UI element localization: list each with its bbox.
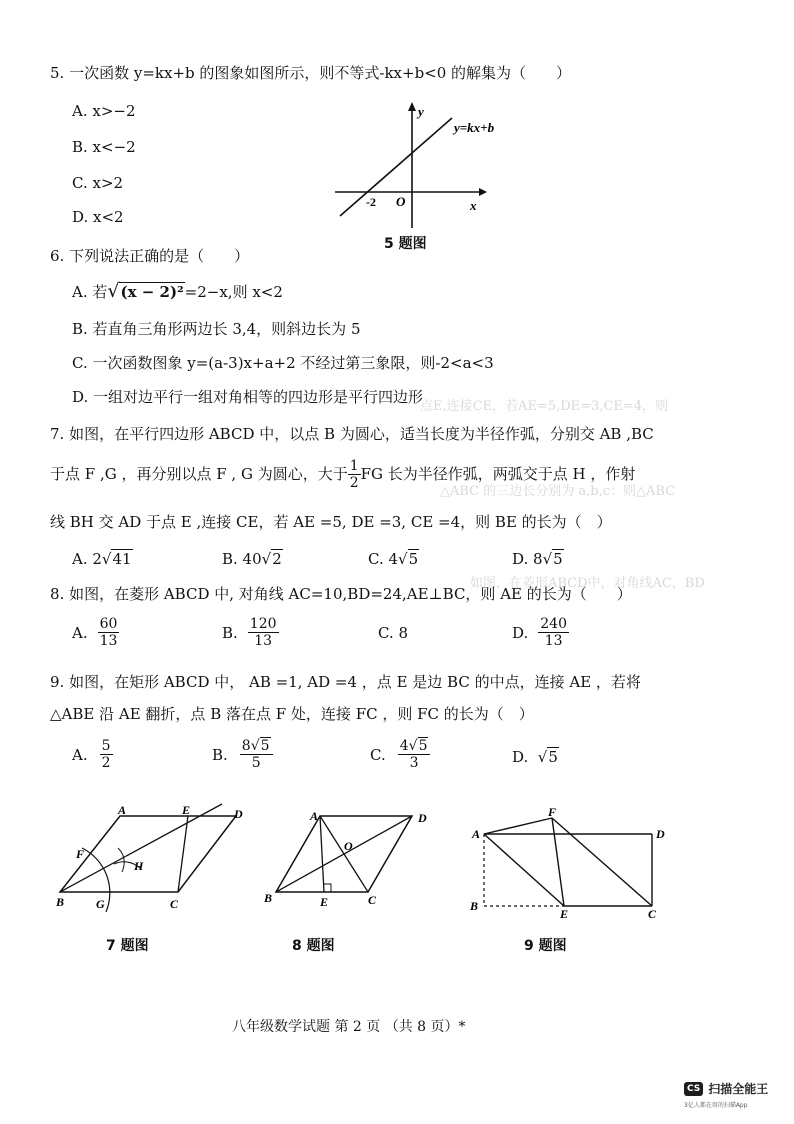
q8-d-num: 240 — [540, 616, 567, 632]
fig9-label-d: D — [656, 827, 665, 841]
page-footer: 八年级数学试题 第 2 页 （共 8 页）* — [232, 1019, 466, 1035]
fig9-label-f: F — [548, 806, 557, 819]
q6-option-b[interactable]: B. 若直角三角形两边长 3,4，则斜边长为 5 — [72, 320, 361, 338]
fig9-segment-af — [484, 818, 552, 834]
sqrt-sign: √ — [261, 550, 272, 568]
q9-b-rad: 5 — [260, 738, 270, 754]
q9-a-label: A. — [72, 745, 88, 764]
q6-a-prefix: A. 若 — [72, 283, 108, 301]
fig8-label-e: E — [320, 895, 329, 909]
q7-line-1: 7. 如图，在平行四边形 ABCD 中，以点 B 为圆心，适当长度为半径作弧，分别交 AB ,BC — [50, 425, 654, 443]
q9-b-den: 5 — [251, 755, 261, 771]
q8-a-num: 60 — [99, 616, 118, 632]
q9-line-1: 9. 如图，在矩形 ABCD 中， AB =1, AD =4 ，点 E 是边 BC 的中点，连接 AE ，若将 — [50, 673, 641, 691]
sqrt-sign: √ — [107, 280, 120, 302]
q9-c-frac — [398, 738, 431, 771]
fig7-label-d: D — [234, 807, 243, 821]
fraction-half — [348, 458, 361, 491]
q5-figure-caption: 5 题图 — [384, 236, 427, 252]
q6-a-radicand: (x − 2)² — [120, 283, 184, 301]
q5-option-c[interactable]: C. x>2 — [72, 174, 124, 192]
fig9-caption: 9 题图 — [524, 938, 567, 954]
q9-b-frac — [240, 738, 273, 771]
q7-option-d[interactable] — [512, 550, 564, 568]
fig9-segment-fe — [552, 818, 564, 906]
fig8-diagonal-bd — [276, 816, 412, 892]
q8-d-label: D. — [512, 623, 529, 642]
fig9-label-b: B — [470, 899, 479, 913]
q7-a-rad: 41 — [112, 550, 132, 568]
watermark-brand: 扫描全能王 — [708, 1082, 769, 1096]
q9-c-rad: 5 — [418, 738, 428, 754]
q8-option-b[interactable] — [222, 616, 279, 649]
watermark-slogan: 3亿人都在用的扫描App — [684, 1102, 748, 1109]
bleed-text-2: △ABC 的三边长分别为 a,b,c：则△ABC — [440, 484, 676, 499]
cs-logo-icon: CS — [684, 1082, 703, 1096]
q9-option-b[interactable] — [212, 738, 273, 771]
q6-option-c[interactable]: C. 一次函数图象 y=(a-3)x+a+2 不经过第三象限，则-2<a<3 — [72, 354, 494, 372]
fig9-label-a: A — [472, 827, 481, 841]
q9-b-label: B. — [212, 745, 228, 764]
q7-b-rad: 2 — [272, 550, 282, 568]
sqrt-sign: √ — [542, 550, 553, 568]
q7-c-rad: 5 — [408, 550, 419, 568]
fig8-label-c: C — [368, 893, 377, 907]
frac-den: 2 — [349, 474, 359, 491]
q5-option-a[interactable]: A. x>−2 — [72, 102, 136, 120]
q8-stem: 8. 如图，在菱形 ABCD 中, 对角线 AC=10,BD=24,AE⊥BC，则 AE 的长为（ ） — [50, 585, 632, 603]
q8-d-den: 13 — [544, 633, 563, 649]
fig7-label-a: A — [118, 803, 127, 817]
q8-option-c[interactable]: C. 8 — [378, 624, 409, 642]
q8-a-label: A. — [72, 623, 88, 642]
q9-option-d[interactable]: D. √5 — [512, 748, 558, 766]
q9-d-label: D. — [512, 748, 529, 766]
q8-b-frac — [248, 616, 279, 649]
q9-b-coef: 8 — [241, 738, 251, 754]
fig7-label-g: G — [96, 897, 105, 911]
sqrt-sign: √ — [101, 550, 112, 568]
fig7-ray-bh — [60, 804, 222, 892]
q8-a-frac — [98, 616, 120, 649]
q9-d-rad: 5 — [548, 748, 558, 766]
fig8-label-o: O — [344, 839, 353, 853]
q6-option-d[interactable]: D. 一组对边平行一组对角相等的四边形是平行四边形 — [72, 388, 424, 406]
q9-option-c[interactable] — [370, 738, 430, 771]
q7-d-rad: 5 — [553, 550, 563, 568]
fig7-label-f: F — [76, 847, 85, 861]
q6-stem: 6. 下列说法正确的是（ ） — [50, 247, 250, 265]
q7-a-coef: A. 2 — [72, 550, 102, 568]
fig8-label-b: B — [264, 891, 273, 905]
q8-b-den: 13 — [254, 633, 273, 649]
bleed-text-1: 点E,连接CE，若AE=5,DE=3,CE=4，则 — [420, 399, 669, 414]
fig8-right-angle — [324, 884, 331, 892]
q7-option-c[interactable] — [368, 550, 419, 568]
fig7 — [50, 802, 273, 922]
fig7-label-h: H — [134, 859, 144, 873]
q7-option-b[interactable] — [222, 550, 283, 568]
q5-stem: 5. 一次函数 y=kx+b 的图象如图所示，则不等式-kx+b<0 的解集为（ ） — [50, 64, 572, 82]
scanner-watermark — [684, 1080, 790, 1109]
q5-option-d[interactable]: D. x<2 — [72, 208, 124, 226]
fig7-parallelogram — [60, 816, 236, 892]
q7-option-a[interactable] — [72, 550, 133, 568]
q5-option-b[interactable]: B. x<−2 — [72, 138, 136, 156]
fig7-caption: 7 题图 — [106, 938, 149, 954]
q9-b-num: 8√5 — [240, 738, 273, 755]
bleed-text-3: 如图，在菱形ABCD中，对角线AC，BD — [470, 576, 705, 591]
q8-option-a[interactable] — [72, 616, 119, 649]
fig8 — [260, 806, 440, 916]
origin-label: O — [396, 194, 406, 209]
fig7-label-b: B — [56, 895, 65, 909]
q7-line-2-pre: 于点 F ,G ，再分别以点 F , G 为圆心，大于 — [50, 465, 348, 483]
q7-line-3: 线 BH 交 AD 于点 E ,连接 CE，若 AE =5, DE =3, CE =4，则 BE 的长为（ ） — [50, 513, 612, 531]
q8-d-frac — [538, 616, 569, 649]
q9-c-coef: 4 — [399, 738, 409, 754]
q7-b-coef: B. 40 — [222, 550, 262, 568]
q9-c-den: 3 — [409, 755, 419, 771]
y-axis-arrow — [408, 102, 416, 111]
x-label: x — [470, 198, 477, 213]
fig9-label-e: E — [560, 907, 569, 921]
q7-d-coef: D. 8 — [512, 550, 543, 568]
tick-label: -2 — [366, 195, 376, 209]
fig9-label-c: C — [648, 907, 657, 921]
q9-a-num: 5 — [101, 738, 111, 754]
q6-a-suffix: =2−x,则 x<2 — [184, 283, 283, 301]
fig8-caption: 8 题图 — [292, 938, 335, 954]
fig9-segment-ae — [484, 834, 564, 906]
q6-option-a[interactable] — [72, 280, 283, 302]
q9-a-frac — [100, 738, 113, 771]
x-axis-arrow — [479, 188, 487, 196]
q8-b-num: 120 — [249, 616, 277, 632]
frac-num: 1 — [349, 457, 359, 474]
q7-line-2-post: FG 长为半径作弧，两弧交于点 H ，作射 — [360, 465, 636, 483]
q9-option-a[interactable] — [72, 738, 113, 771]
q9-a-den: 2 — [101, 755, 111, 771]
sqrt-sign: √ — [398, 550, 408, 568]
fig8-altitude-ae — [320, 816, 324, 892]
q7-c-coef: C. 4 — [368, 550, 399, 568]
fig7-label-c: C — [170, 897, 179, 911]
fig8-label-d: D — [418, 811, 427, 825]
line-label: y=kx+b — [454, 120, 495, 135]
q8-b-label: B. — [222, 623, 238, 642]
q5-figure — [330, 98, 500, 230]
fig8-label-a: A — [310, 809, 319, 823]
q9-c-label: C. — [370, 745, 386, 764]
fig9 — [462, 806, 682, 922]
fig7-label-e: E — [182, 803, 191, 817]
q7-line-2 — [50, 456, 635, 492]
fig9-segment-fc — [552, 818, 652, 906]
q8-option-d[interactable] — [512, 616, 569, 649]
q9-c-num: 4√5 — [398, 738, 431, 755]
q9-line-2: △ABE 沿 AE 翻折，点 B 落在点 F 处，连接 FC ，则 FC 的长为（ ） — [50, 705, 534, 723]
q8-a-den: 13 — [99, 633, 118, 649]
y-label: y — [418, 104, 424, 119]
